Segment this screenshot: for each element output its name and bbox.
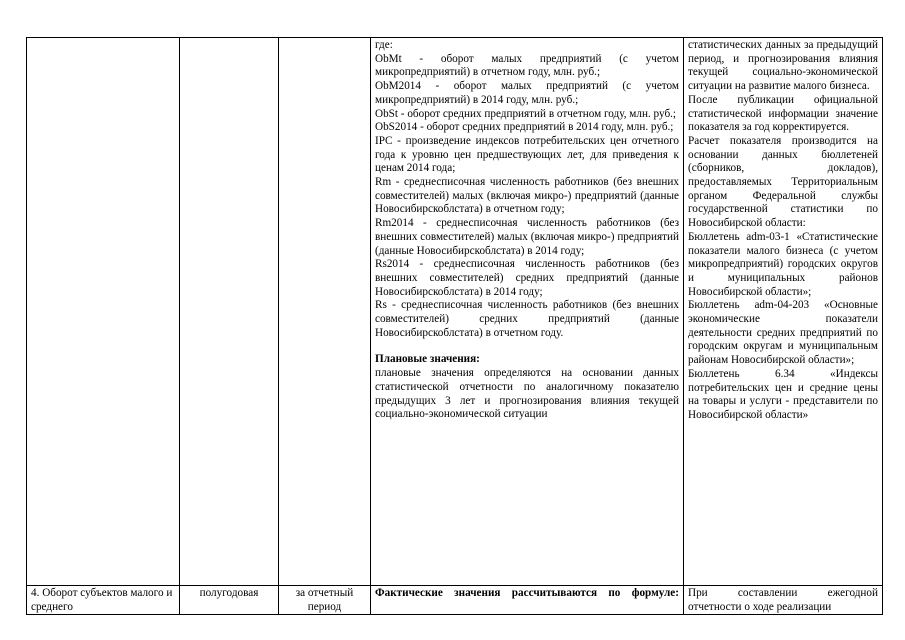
- table-row: [27, 38, 883, 586]
- source-cell: [684, 38, 883, 586]
- periodicity-value: полугодовая: [199, 587, 259, 599]
- period-cell: [279, 586, 371, 615]
- period-value: за отчетный период: [295, 587, 354, 613]
- document-table: [26, 37, 883, 615]
- formula-definition: Rs2014 - среднесписочная численность работников (без внешних совместителей) средних предприятий (данные Новосибирскоблстата) в 2014 году;: [375, 258, 679, 298]
- formula-definition: ObS2014 - оборот средних предприятий в 2014 году, млн. руб.;: [375, 121, 674, 134]
- method-heading: Фактические значения рассчитываются по формуле:: [375, 587, 679, 599]
- formula-definition: ObSt - оборот средних предприятий в отчетном году, млн. руб.;: [375, 107, 677, 120]
- formula-definition: Rm - среднесписочная численность работников (без внешних совместителей) малых (включая микро-) предприятий (данные Новосибирскоблстата) в отчетном году;: [375, 176, 679, 216]
- table-row: [27, 586, 883, 615]
- source-paragraph: Расчет показателя производится на основании данных бюллетеней (сборников, докладов), предоставляемых Территориальным органом Федеральной службы государственной статистики по Новосибирской области:: [688, 134, 878, 230]
- indicator-cell: [27, 586, 180, 615]
- formula-definition: ObM2014 - оборот малых предприятий (с учетом микропредприятий) в 2014 году, млн. руб.;: [375, 80, 679, 106]
- indicator-name: 4. Оборот субъектов малого и среднего: [31, 587, 173, 613]
- method-cell: [371, 38, 684, 586]
- formula-definition: IPC - произведение индексов потребительских цен отчетного года к уровню цен предшествующих лет, для приведения к ценам 2014 года;: [375, 134, 679, 175]
- plan-heading: Плановые значения:: [375, 353, 480, 366]
- source-cell: [684, 586, 883, 615]
- source-paragraph: Бюллетень adm-04-203 «Основные экономические показатели деятельности средних предприятий по городским округам и муниципальным районам Новосибирской области»;: [688, 299, 878, 367]
- source-paragraph: После публикации официальной статистической информации значение показателя за год корректируется.: [688, 93, 878, 134]
- indicator-cell: [27, 38, 180, 586]
- source-paragraph: Бюллетень adm-03-1 «Статистические показатели малого бизнеса (с учетом микропредприятий) городских округов и муниципальных районов Новосибирской области»;: [688, 230, 878, 298]
- periodicity-cell: [180, 38, 279, 586]
- periodicity-cell: [180, 586, 279, 615]
- source-paragraph: При составлении ежегодной отчетности о ходе реализации: [688, 587, 878, 613]
- period-cell: [279, 38, 371, 586]
- formula-definition: где:: [375, 39, 393, 51]
- formula-definition: Rm2014 - среднесписочная численность работников (без внешних совместителей) малых (включая микро-) предприятий (данные Новосибирскоблстата) в 2014 году;: [375, 217, 679, 257]
- formula-definition: Rs - среднесписочная численность работников (без внешних совместителей) средних предприятий (данные Новосибирскоблстата) в отчетном году.: [375, 299, 679, 339]
- formula-definition: ObMt - оборот малых предприятий (с учетом микропредприятий) в отчетном году, млн. руб.;: [375, 52, 679, 79]
- method-cell: [371, 586, 684, 615]
- plan-text: плановые значения определяются на основании данных статистической отчетности по аналогичному показателю предыдущих 3 лет и прогнозирования влияния текущей социально-экономической ситуации: [375, 367, 679, 421]
- source-paragraph: статистических данных за предыдущий период, и прогнозирования влияния текущей социально-экономической ситуации на развитие малого бизнеса.: [688, 39, 878, 93]
- source-paragraph: Бюллетень 6.34 «Индексы потребительских цен и средние цены на товары и услуги - представители по Новосибирской области»: [688, 367, 878, 421]
